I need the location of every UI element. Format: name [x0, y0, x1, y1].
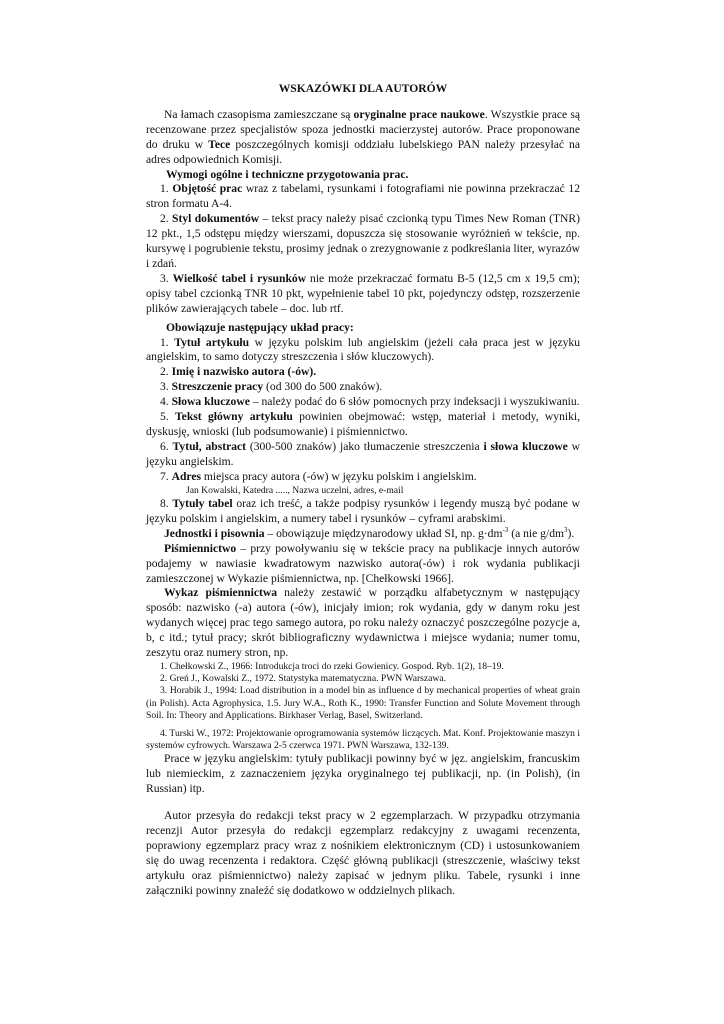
closing-paragraph: Autor przesyła do redakcji tekst pracy w 2 egzemplarzach. W przypadku otrzymania recenzji Autor przesyła do redakcji egzemplarz redakcyjny z uwagami recenzenta, poprawiony egzemplarz pracy wraz z nośnikiem elektronicznym (CD) i ustosunkowaniem się do uwag recenzenta i redaktora. Część główną publikacji (streszczenie, właściwy tekst artykułu oraz piśmiennictwo) należy zapisać w jednym pliku. Tabele, rysunki i inne załączniki powinny znaleźć się dodatkowo w oddzielnych plikach. — [146, 809, 580, 897]
layout-item-6: 6. Tytuł, abstract (300-500 znaków) jako tłumaczenie streszczenia i słowa kluczowe w języku angielskim. — [146, 439, 581, 468]
layout-item-5: 5. Tekst główny artykułu powinien obejmować: wstęp, materiał i metody, wyniki, dyskusję, wnioski (lub podsumowanie) i piśmiennictwo. — [146, 410, 581, 438]
layout-item-2: 2. Imię i nazwisko autora (-ów). — [160, 365, 317, 379]
layout-item-3: 3. Streszczenie pracy (od 300 do 500 znaków). — [160, 380, 383, 394]
literature-paragraph: Piśmiennictwo – przy powoływaniu się w tekście pracy na publikacje innych autorów podajemy w nawiasie kwadratowym nazwisko autora(-ów) i rok wydania publikacji zamieszczonej w Wykazie piśmiennictwa, np. [Chełkowski 1966]. — [146, 541, 580, 585]
general-item-1: 1. Objętość prac wraz z tabelami, rysunkami i fotografiami nie powinna przekraczać 12 stron formatu A-4. — [146, 182, 580, 211]
heading-layout: Obowiązuje następujący układ pracy: — [166, 320, 354, 334]
document-page — [146, 82, 580, 899]
heading-general-requirements: Wymogi ogólne i techniczne przygotowania prac. — [166, 167, 409, 181]
general-item-3: 3. Wielkość tabel i rysunków nie może przekraczać formatu B-5 (12,5 cm x 19,5 cm); opisy tabel czcionką TNR 10 pkt, wypełnienie tabel 10 pkt, pojedynczy odstęp, rozszerzenie plików zawierających tabele – doc. lub rtf. — [146, 271, 581, 315]
intro-paragraph: Na łamach czasopisma zamieszczane są oryginalne prace naukowe. Wszystkie prace są recenzowane przez specjalistów spoza jednostki macierzystej autorów. Prace proponowane do druku w Tece poszczególnych komisji oddziału lubelskiego PAN należy przesyłać na adres odpowiednich Komisji. — [146, 107, 580, 166]
layout-item-7: 7. Adres miejsca pracy autora (-ów) w języku polskim i angielskim. — [160, 469, 477, 483]
layout-item-8: 8. Tytuły tabel oraz ich treść, a także podpisy rysunków i legendy muszą być podane w języku polskim i angielskim, a numery tabel i rysunków – cyframi arabskimi. — [146, 496, 580, 525]
literature-list-rules: Wykaz piśmiennictwa należy zestawić w porządku alfabetycznym w następujący sposób: nazwisko (-a) autora (-ów), inicjały imion; rok wydania, gdy w danym roku jest wydanych więcej prac tego samego autora, po roku należy oznaczyć poszczególne pozycje a, b, c itd.; tytuł pracy; skrót bibliograficzny wydawnictwa i miejsce wydania; numer tomu, zeszytu oraz numery stron, np. — [146, 586, 581, 660]
reference-1: 1. Chełkowski Z., 1966: Introdukcja troci do rzeki Gowienicy. Gospod. Ryb. 1(2), 18–19. — [160, 660, 504, 672]
reference-4: 4. Turski W., 1972: Projektowanie oprogramowania systemów liczących. Mat. Konf. Projektowanie maszyn i systemów cyfrowych. Warszawa 2-5 czerwca 1971. PWN Warszawa, 132-139. — [146, 727, 580, 752]
english-references-paragraph: Prace w języku angielskim: tytuły publikacji powinny być w jęz. angielskim, francuskim lub niemieckim, z zaznaczeniem języka oryginalnego tej publikacji, np. (in Polish), (in Russian) itp. — [146, 752, 580, 796]
layout-item-4: 4. Słowa kluczowe – należy podać do 6 słów pomocnych przy indeksacji i wyszukiwaniu. — [160, 395, 580, 409]
reference-2: 2. Greń J., Kowalski Z., 1972. Statystyka matematyczna. PWN Warszawa. — [160, 673, 446, 685]
document-title: WSKAZÓWKI DLA AUTORÓW — [278, 82, 448, 95]
units-paragraph: Jednostki i pisownia – obowiązuje międzynarodowy układ SI, np. $g\cdot dm^{-3}$ (a nie $g/dm^3$). — [164, 525, 575, 540]
general-item-2: 2. Styl dokumentów – tekst pracy należy pisać czcionką typu Times New Roman (TNR) 12 pkt., 1,5 odstępu między wierszami, dopuszcza się stosowanie wyróżnień w tekście, np. kursywę i pogrubienie tekstu, prosimy jednak o zrezygnowanie z podkreślania liter, wyrazów i zdań. — [146, 212, 580, 270]
address-example: Jan Kowalski, Katedra ....., Nazwa uczelni, adres, e-mail — [186, 484, 404, 496]
layout-item-1: 1. Tytuł artykułu w języku polskim lub angielskim (jeżeli cała praca jest w języku angielskim, to samo dotyczy streszczenia i słów kluczowych). — [146, 335, 581, 364]
reference-3: 3. Horabik J., 1994: Load distribution in a model bin as influence d by mechanical properties of wheat grain (in Polish). Acta Agrophysica, 1.5. Jury W.A., Roth K., 1990: Transfer Function and Solute Movement through Soil. In: Theory and Applications. Birkhaser Verlag, Basel, Switzerland. — [146, 685, 580, 721]
